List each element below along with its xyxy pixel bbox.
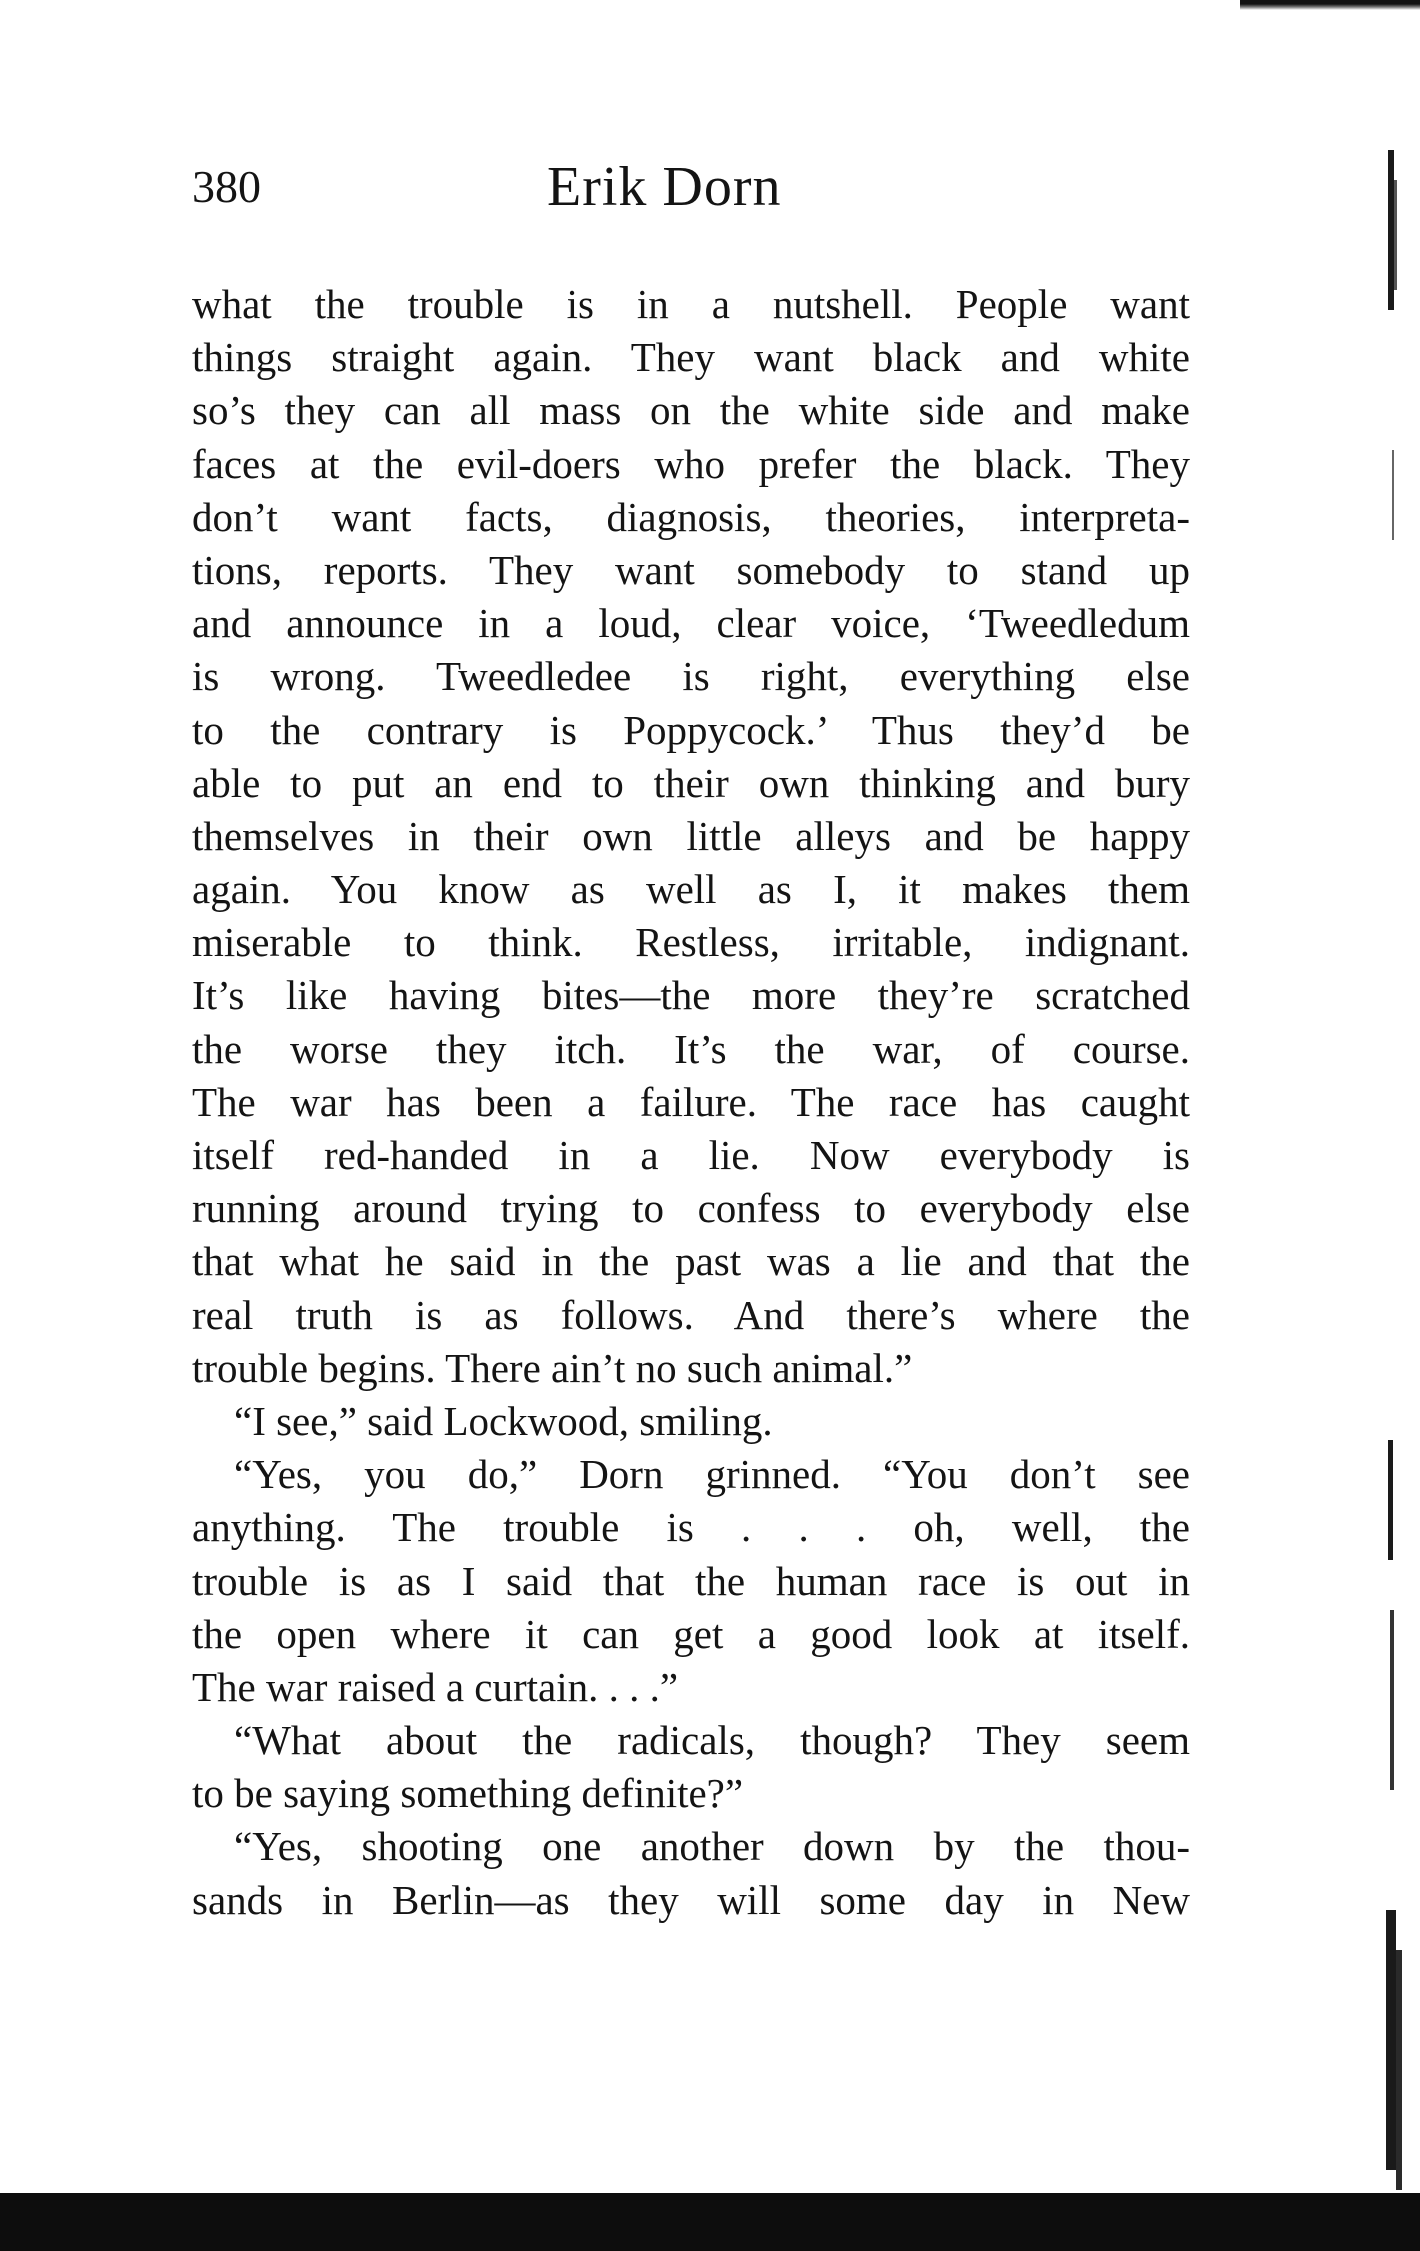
paragraph xyxy=(192,278,1190,1395)
text-line: The war raised a curtain. . . .” xyxy=(192,1663,679,1710)
text-line: again. You know as well as I, it makes them xyxy=(192,866,1190,913)
paragraph xyxy=(192,1714,1190,1820)
text-line: anything. The trouble is . . . oh, well, the xyxy=(192,1504,1190,1551)
text-line: trouble begins. There ain’t no such animal.” xyxy=(192,1344,913,1391)
text-line: trouble is as I said that the human race is out in xyxy=(192,1557,1190,1604)
text-line: so’s they can all mass on the white side and make xyxy=(192,387,1190,434)
text-line: able to put an end to their own thinking and bury xyxy=(192,759,1190,806)
text-line: running around trying to confess to everybody else xyxy=(192,1185,1190,1232)
text-line: real truth is as follows. And there’s where the xyxy=(192,1291,1190,1338)
page-header xyxy=(192,152,1192,222)
paragraph xyxy=(192,1820,1190,1926)
body-text xyxy=(192,278,1190,1927)
text-line: the worse they itch. It’s the war, of course. xyxy=(192,1025,1190,1072)
text-line: sands in Berlin—as they will some day in New xyxy=(192,1876,1190,1923)
text-line: tions, reports. They want somebody to stand up xyxy=(192,546,1190,593)
text-line: what the trouble is in a nutshell. People want xyxy=(192,281,1190,327)
text-line: “What about the radicals, though? They seem xyxy=(234,1717,1190,1764)
scan-edge-right xyxy=(1380,150,1420,2200)
text-line: and announce in a loud, clear voice, ‘Tweedledum xyxy=(192,600,1190,647)
text-line: to the contrary is Poppycock.’ Thus they’d be xyxy=(192,706,1190,753)
running-head: Erik Dorn xyxy=(547,156,782,218)
paragraph xyxy=(192,1448,1190,1714)
scan-edge-top xyxy=(1240,0,1420,10)
text-line: is wrong. Tweedledee is right, everything else xyxy=(192,653,1190,700)
text-line: “Yes, shooting one another down by the thou- xyxy=(234,1823,1190,1870)
text-line: don’t want facts, diagnosis, theories, interpreta- xyxy=(192,493,1190,540)
text-line: things straight again. They want black and white xyxy=(192,334,1190,381)
text-line: The war has been a failure. The race has caught xyxy=(192,1078,1190,1125)
text-line: miserable to think. Restless, irritable, indignant. xyxy=(192,919,1190,966)
text-line: It’s like having bites—the more they’re scratched xyxy=(192,972,1190,1019)
text-line: the open where it can get a good look at itself. xyxy=(192,1610,1190,1657)
text-line: that what he said in the past was a lie and that the xyxy=(192,1238,1190,1285)
text-line: themselves in their own little alleys and be happy xyxy=(192,812,1190,859)
text-line: “I see,” said Lockwood, smiling. xyxy=(234,1397,773,1444)
paragraph xyxy=(192,1395,1190,1448)
page-number: 380 xyxy=(192,161,261,212)
text-line: to be saying something definite?” xyxy=(192,1770,744,1817)
text-line: itself red-handed in a lie. Now everybody is xyxy=(192,1132,1190,1178)
scan-edge-bottom xyxy=(0,2193,1420,2251)
text-line: “Yes, you do,” Dorn grinned. “You don’t see xyxy=(234,1451,1190,1498)
text-line: faces at the evil-doers who prefer the black. They xyxy=(192,440,1190,487)
